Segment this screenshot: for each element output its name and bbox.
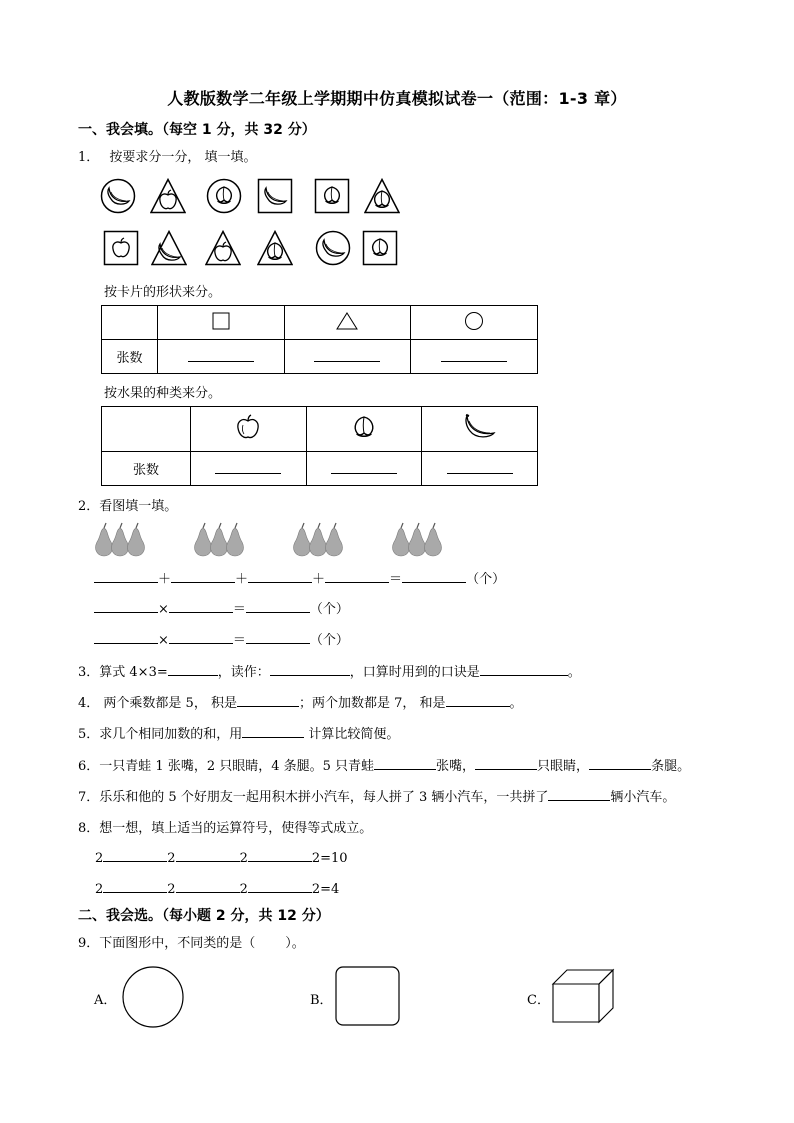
banana-icon <box>257 178 293 214</box>
cube-icon <box>549 966 617 1026</box>
square-peach-card <box>314 178 350 214</box>
question-1 <box>78 146 257 165</box>
section-1-heading: 一、我会填。（每空 1 分，共 32 分） <box>78 122 316 138</box>
question-number: 4． <box>78 696 100 711</box>
question-number: 3． <box>78 665 100 680</box>
question-5: 5．求几个相同加数的和，用 计算比较简便。 <box>78 727 400 742</box>
q2-addition-line: ＋ ＋ ＋ ＝ （个） <box>94 568 505 587</box>
pear-group <box>94 520 150 558</box>
question-text: 看图填一填。 <box>99 499 178 514</box>
pear-group <box>193 520 249 558</box>
peach-icon <box>362 230 398 266</box>
operator-blank[interactable] <box>176 880 240 893</box>
peach-icon <box>206 178 242 214</box>
question-3: 3．算式 4×3= ，读作： ，口算时用到的口诀是 。 <box>78 665 581 680</box>
question-number: 8． <box>78 821 100 836</box>
answer-blank[interactable] <box>246 631 310 644</box>
answer-blank[interactable] <box>237 694 299 707</box>
answer-blank[interactable] <box>242 725 304 738</box>
table-corner <box>102 306 158 340</box>
q8-equation-2: 2 2 2 2=4 <box>95 882 340 897</box>
answer-cell[interactable] <box>306 452 422 486</box>
answer-cell[interactable] <box>411 340 538 374</box>
question-8 <box>78 817 372 836</box>
pear-icon <box>292 520 348 558</box>
answer-blank[interactable] <box>374 757 436 770</box>
question-number: 7． <box>78 790 100 805</box>
answer-blank[interactable] <box>480 663 568 676</box>
answer-cell[interactable] <box>191 452 307 486</box>
operator-blank[interactable] <box>248 880 312 893</box>
answer-cell[interactable] <box>422 452 538 486</box>
pear-icon <box>94 520 150 558</box>
answer-blank[interactable] <box>475 757 537 770</box>
question-7: 7．乐乐和他的 5 个好朋友一起用积木拼小汽车，每人拼了 3 辆小汽车，一共拼了 辆小汽车。 <box>78 790 676 805</box>
triangle-apple-card <box>150 178 186 214</box>
question-text: 想一想，填上适当的运算符号，使得等式成立。 <box>99 821 373 836</box>
answer-cell[interactable] <box>158 340 285 374</box>
answer-blank[interactable] <box>169 631 233 644</box>
apple-icon <box>205 230 241 266</box>
question-number: 2． <box>78 499 100 514</box>
circle-peach-card <box>206 178 242 214</box>
q2-multiplication-line-1: × ＝ （个） <box>94 598 349 617</box>
pear-icon <box>193 520 249 558</box>
question-number: 1． <box>78 150 100 165</box>
question-2 <box>78 495 177 514</box>
circle-shape-icon <box>120 964 186 1030</box>
option-c-label[interactable]: C． <box>527 993 550 1008</box>
circle-banana-card <box>100 178 136 214</box>
answer-blank[interactable] <box>94 600 158 613</box>
answer-blank[interactable] <box>171 570 235 583</box>
question-text: 按要求分一分， 填一填。 <box>109 150 257 165</box>
page-title: 人教版数学二年级上学期期中仿真模拟试卷一（范围：1-3 章） <box>167 89 627 108</box>
circle-banana-card <box>315 230 351 266</box>
by-shape-label: 按卡片的形状来分。 <box>104 285 222 300</box>
square-apple-card <box>103 230 139 266</box>
option-a-label[interactable]: A． <box>94 993 117 1008</box>
banana-icon <box>315 230 351 266</box>
circle-icon <box>464 311 484 331</box>
answer-blank[interactable] <box>168 663 218 676</box>
pear-group <box>391 520 447 558</box>
answer-blank[interactable] <box>169 600 233 613</box>
header-triangle <box>284 306 411 340</box>
question-9: 9．下面图形中，不同类的是（ ）。 <box>78 936 305 951</box>
section-2-heading: 二、我会选。（每小题 2 分，共 12 分） <box>78 908 330 924</box>
answer-blank[interactable] <box>246 600 310 613</box>
q8-equation-1: 2 2 2 2=10 <box>95 851 348 866</box>
row-label: 张数 <box>102 452 191 486</box>
fruit-count-table <box>101 406 538 486</box>
square-peach-card <box>362 230 398 266</box>
operator-blank[interactable] <box>103 849 167 862</box>
operator-blank[interactable] <box>103 880 167 893</box>
answer-blank[interactable] <box>248 570 312 583</box>
question-4: 4． 两个乘数都是 5， 积是 ；两个加数都是 7， 和是 。 <box>78 696 523 711</box>
question-6: 6．一只青蛙 1 张嘴，2 只眼睛，4 条腿。5 只青蛙 张嘴， 只眼睛， 条腿。 <box>78 759 691 774</box>
triangle-peach-card <box>257 230 293 266</box>
apple-icon <box>150 178 186 214</box>
answer-blank[interactable] <box>94 631 158 644</box>
triangle-banana-card <box>151 230 187 266</box>
apple-icon <box>103 230 139 266</box>
peach-icon <box>257 230 293 266</box>
triangle-apple-card <box>205 230 241 266</box>
answer-blank[interactable] <box>94 570 158 583</box>
header-banana <box>422 407 538 452</box>
banana-icon <box>463 413 497 441</box>
operator-blank[interactable] <box>248 849 312 862</box>
pear-icon <box>391 520 447 558</box>
header-peach <box>306 407 422 452</box>
header-apple <box>191 407 307 452</box>
answer-blank[interactable] <box>402 570 466 583</box>
question-number: 5． <box>78 727 100 742</box>
by-fruit-label: 按水果的种类来分。 <box>104 386 222 401</box>
header-square <box>158 306 285 340</box>
question-number: 9． <box>78 936 100 951</box>
answer-blank[interactable] <box>589 757 651 770</box>
question-number: 6． <box>78 759 100 774</box>
rounded-square-icon <box>334 965 402 1027</box>
shape-count-table <box>101 305 538 374</box>
triangle-icon <box>336 312 358 330</box>
answer-blank[interactable] <box>446 694 510 707</box>
table-corner <box>102 407 191 452</box>
apple-icon <box>235 413 261 441</box>
row-label: 张数 <box>102 340 158 374</box>
answer-blank[interactable] <box>548 788 610 801</box>
q2-multiplication-line-2: × ＝ （个） <box>94 629 349 648</box>
pear-group <box>292 520 348 558</box>
answer-blank[interactable] <box>325 570 389 583</box>
banana-icon <box>151 230 187 266</box>
peach-icon <box>364 178 400 214</box>
answer-cell[interactable] <box>284 340 411 374</box>
operator-blank[interactable] <box>176 849 240 862</box>
banana-icon <box>100 178 136 214</box>
triangle-peach-card <box>364 178 400 214</box>
option-b-label[interactable]: B． <box>310 993 333 1008</box>
square-banana-card <box>257 178 293 214</box>
header-circle <box>411 306 538 340</box>
peach-icon <box>350 413 378 441</box>
answer-blank[interactable] <box>270 663 350 676</box>
square-icon <box>212 312 230 330</box>
peach-icon <box>314 178 350 214</box>
